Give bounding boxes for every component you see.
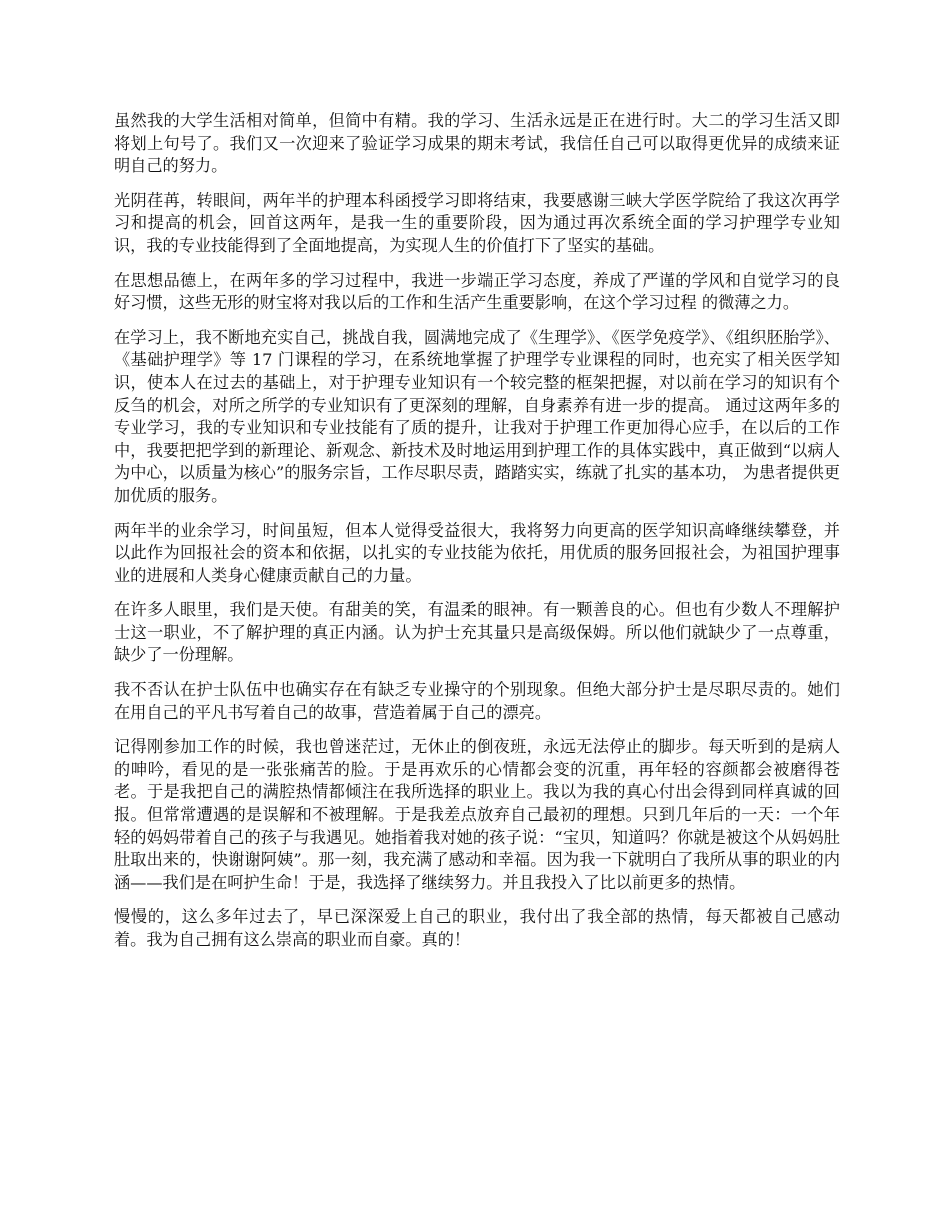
paragraph-6: 在许多人眼里，我们是天使。有甜美的笑，有温柔的眼神。有一颗善良的心。但也有少数人不理解护士这一职业，不了解护理的真正内涵。认为护士充其量只是高级保姆。所以他们就缺少了一点尊重，缺少了一份理解。 (114, 600, 840, 665)
paragraph-7: 我不否认在护士队伍中也确实存在有缺乏专业操守的个别现象。但绝大部分护士是尽职尽责的。她们在用自己的平凡书写着自己的故事，营造着属于自己的漂亮。 (114, 680, 840, 722)
document-body (114, 110, 840, 964)
paragraph-2: 光阴荏苒，转眼间，两年半的护理本科函授学习即将结束，我要感谢三峡大学医学院给了我这次再学习和提高的机会，回首这两年，是我一生的重要阶段，因为通过再次系统全面的学习护理学专业知识，我的专业技能得到了全面地提高，为实现人生的价值打下了坚实的基础。 (114, 190, 840, 255)
paragraph-1: 虽然我的大学生活相对简单，但简中有精。我的学习、生活永远是正在进行时。大二的学习生活又即将划上句号了。我们又一次迎来了验证学习成果的期末考试，我信任自己可以取得更优异的成绩来证明自己的努力。 (114, 111, 840, 176)
paragraph-4: 在学习上，我不断地充实自己，挑战自我，圆满地完成了《生理学》、《医学免疫学》、《组织胚胎学》、《基础护理学》等 17 门课程的学习，在系统地掌握了护理学专业课程的同时，也充实了相关医学知识，使本人在过去的基础上，对于护理专业知识有一个较完整的框架把握，对以前在学习的知识有个反刍的机会，对所之所学的专业知识有了更深刻的理解，自身素养有进一步的提高。 通过这两年多的专业学习，我的专业知识和专业技能有了质的提升，让我对于护理工作更加得心应手，在以后的工作中，我要把把学到的新理论、新观念、新技术及时地运用到护理工作的具体实践中，真正做到“以病人为中心，以质量为核心”的服务宗旨，工作尽职尽责，踏踏实实，练就了扎实的基本功， 为患者提供更加优质的服务。 (114, 327, 840, 505)
paragraph-5: 两年半的业余学习，时间虽短，但本人觉得受益很大，我将努力向更高的医学知识高峰继续攀登，并以此作为回报社会的资本和依据，以扎实的专业技能为依托，用优质的服务回报社会，为祖国护理事业的进展和人类身心健康贡献自己的力量。 (114, 520, 840, 585)
paragraph-3: 在思想品德上，在两年多的学习过程中，我进一步端正学习态度，养成了严谨的学风和自觉学习的良好习惯，这些无形的财宝将对我以后的工作和生活产生重要影响，在这个学习过程 的微薄之力。 (114, 270, 840, 313)
paragraph-9: 慢慢的，这么多年过去了，早已深深爱上自己的职业，我付出了我全部的热情，每天都被自己感动着。我为自己拥有这么崇高的职业而自豪。真的！ (114, 907, 840, 949)
paragraph-8: 记得刚参加工作的时候，我也曾迷茫过，无休止的倒夜班，永远无法停止的脚步。每天听到的是病人的呻吟，看见的是一张张痛苦的脸。于是再欢乐的心情都会变的沉重，再年轻的容颜都会被磨得苍老。于是我把自己的满腔热情都倾注在我所选择的职业上。我以为我的真心付出会得到同样真诚的回报。但常常遭遇的是误解和不被理解。于是我差点放弃自己最初的理想。只到几年后的一天：一个年轻的妈妈带着自己的孩子与我遇见。她指着我对她的孩子说：“宝贝，知道吗？你就是被这个从妈妈肚肚取出来的，快谢谢阿姨”。那一刻，我充满了感动和幸福。因为我一下就明白了我所从事的职业的内涵——我们是在呵护生命！于是，我选择了继续努力。并且我投入了比以前更多的热情。 (114, 737, 840, 892)
